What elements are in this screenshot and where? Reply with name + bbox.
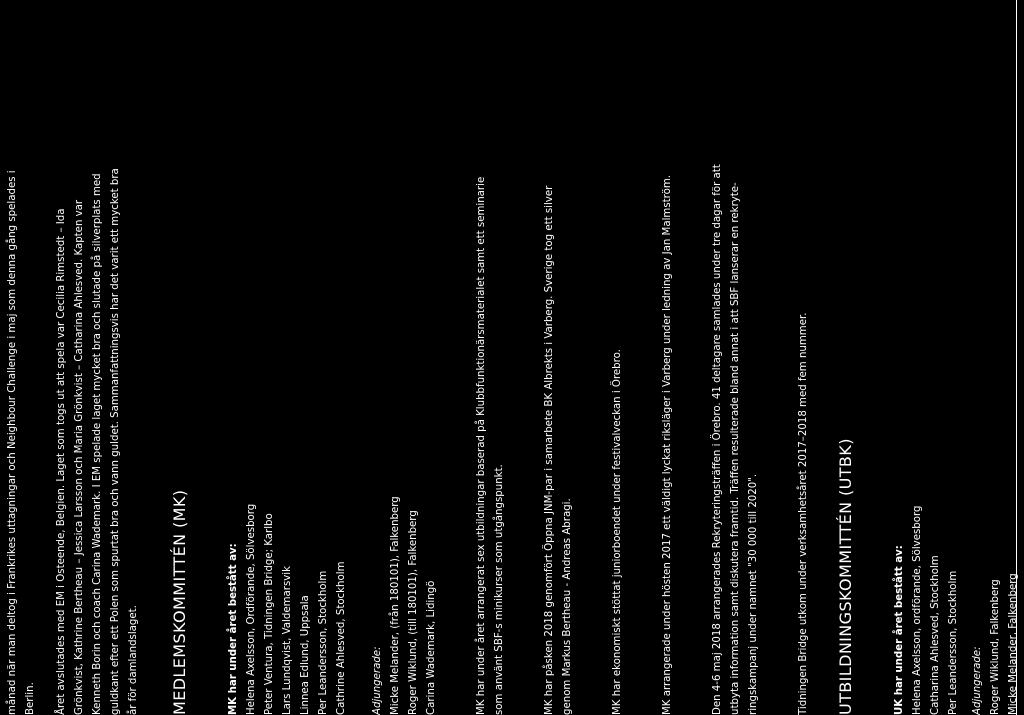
mk-paragraph-line: utbyta information samt diskutera framtid. Träffen resulterade bland annat i att SBF lanserar en rekryte- <box>730 182 741 715</box>
mk-adjunct: Roger Wiklund, (till 180101), Falkenberg <box>408 510 419 715</box>
mk-paragraph-line: MK arrangerade under hösten 2017 ett väldigt lyckat riksläger i Varberg under ledning av Jan Malmström. <box>662 174 673 715</box>
mk-member: Helena Axelsson, Ordförande, Sölvesborg <box>246 503 257 715</box>
mk-adjunct: Carina Wademark, Lidingö <box>426 580 437 715</box>
mk-member: Linnea Edlund, Uppsala <box>300 595 311 715</box>
mk-member: Cathrine Ahlesved, Stockholm <box>336 561 347 715</box>
mk-paragraph-line: Tidningen Bridge utkom under verksamhetsåret 2017–2018 med fem nummer. <box>798 312 809 715</box>
utbk-adjunct-heading: Adjungerade: <box>972 646 983 715</box>
em-paragraph-line: år för damlandslaget. <box>128 605 139 715</box>
mk-member: Peter Ventura, Tidningen Bridge; Karlbo <box>264 513 275 715</box>
mk-paragraph-line: ringskampanj under namnet "30 000 till 2020". <box>748 473 759 715</box>
mk-paragraph-line: MK har under året arrangerat sex utbildningar baserad på Klubbfunktionärsmaterialet samt ett seminarie <box>476 176 487 715</box>
em-paragraph-line: Grönkvist, Kathrine Bertheau – Jessica Larsson och Maria Grönkvist – Catharina Ahlesved. Kapten var <box>74 199 85 715</box>
mk-member: Lars Lundqvist, Valdemarsvik <box>282 565 293 715</box>
mk-paragraph-line: MK har påsken 2018 genomfört Öppna JNM-par i samarbete BK Albrekts i Varberg. Sverige tog ett silver <box>544 185 555 715</box>
intro-line: Berlin. <box>25 682 36 715</box>
em-paragraph-line: Året avslutades med EM i Osteende, Belgien. Laget som togs ut att spela var Cecilia Rimstedt – Ida <box>56 208 67 715</box>
mk-paragraph-line: genom Markus Bertheau - Andreas Abragi. <box>562 498 573 715</box>
mk-adjunct: Micke Melander, (från 180101), Falkenberg <box>390 496 401 715</box>
utbk-member: Per Leandersson, Stockholm <box>948 570 959 715</box>
mk-paragraph-line: Den 4-6 maj 2018 arrangerades Rekryteringsträffen i Örebro. 41 deltagare samlades under tre dagar för att <box>712 164 723 715</box>
utbk-adjunct: Roger Wiklund, Falkenberg <box>990 579 1001 715</box>
utbk-members-heading: UK har under året bestått av: <box>894 545 905 715</box>
mk-members-heading: MK har under året bestått av: <box>228 543 239 715</box>
em-paragraph-line: guldkant efter ett Polen som spurtat bra och vann guldet. Sammanfattningsvis har det varit ett mycket bra <box>110 168 121 715</box>
mk-adjunct-heading: Adjungerade: <box>372 646 383 715</box>
mk-member: Per Leandersson, Stockholm <box>318 570 329 715</box>
mk-paragraph-line: MK har ekonomiskt stöttat juniorboendet under festivalveckan i Örebro. <box>612 349 623 715</box>
em-paragraph-line: Kenneth Borin och coach Carina Wademark. I EM spelade laget mycket bra och slutade på silverplats med <box>92 173 103 715</box>
utbk-member: Catharina Ahlesved, Stockholm <box>930 555 941 715</box>
utbk-adjunct: Micke Melander, Falkenberg <box>1008 573 1019 715</box>
mk-paragraph-line: som använt SBF-s minikurser som utgångspunkt. <box>494 464 505 715</box>
utbk-heading: UTBILDNINGSKOMMITTÉN (UTBK) <box>836 438 855 715</box>
intro-line: månad när man deltog i Frankrikes uttagningar och Neighbour Challenge i maj som denna gång spelades i <box>7 170 18 715</box>
utbk-member: Helena Axelsson, ordförande, Sölvesborg <box>912 505 923 715</box>
mk-heading: MEDLEMSKOMMITTÉN (MK) <box>170 489 189 715</box>
